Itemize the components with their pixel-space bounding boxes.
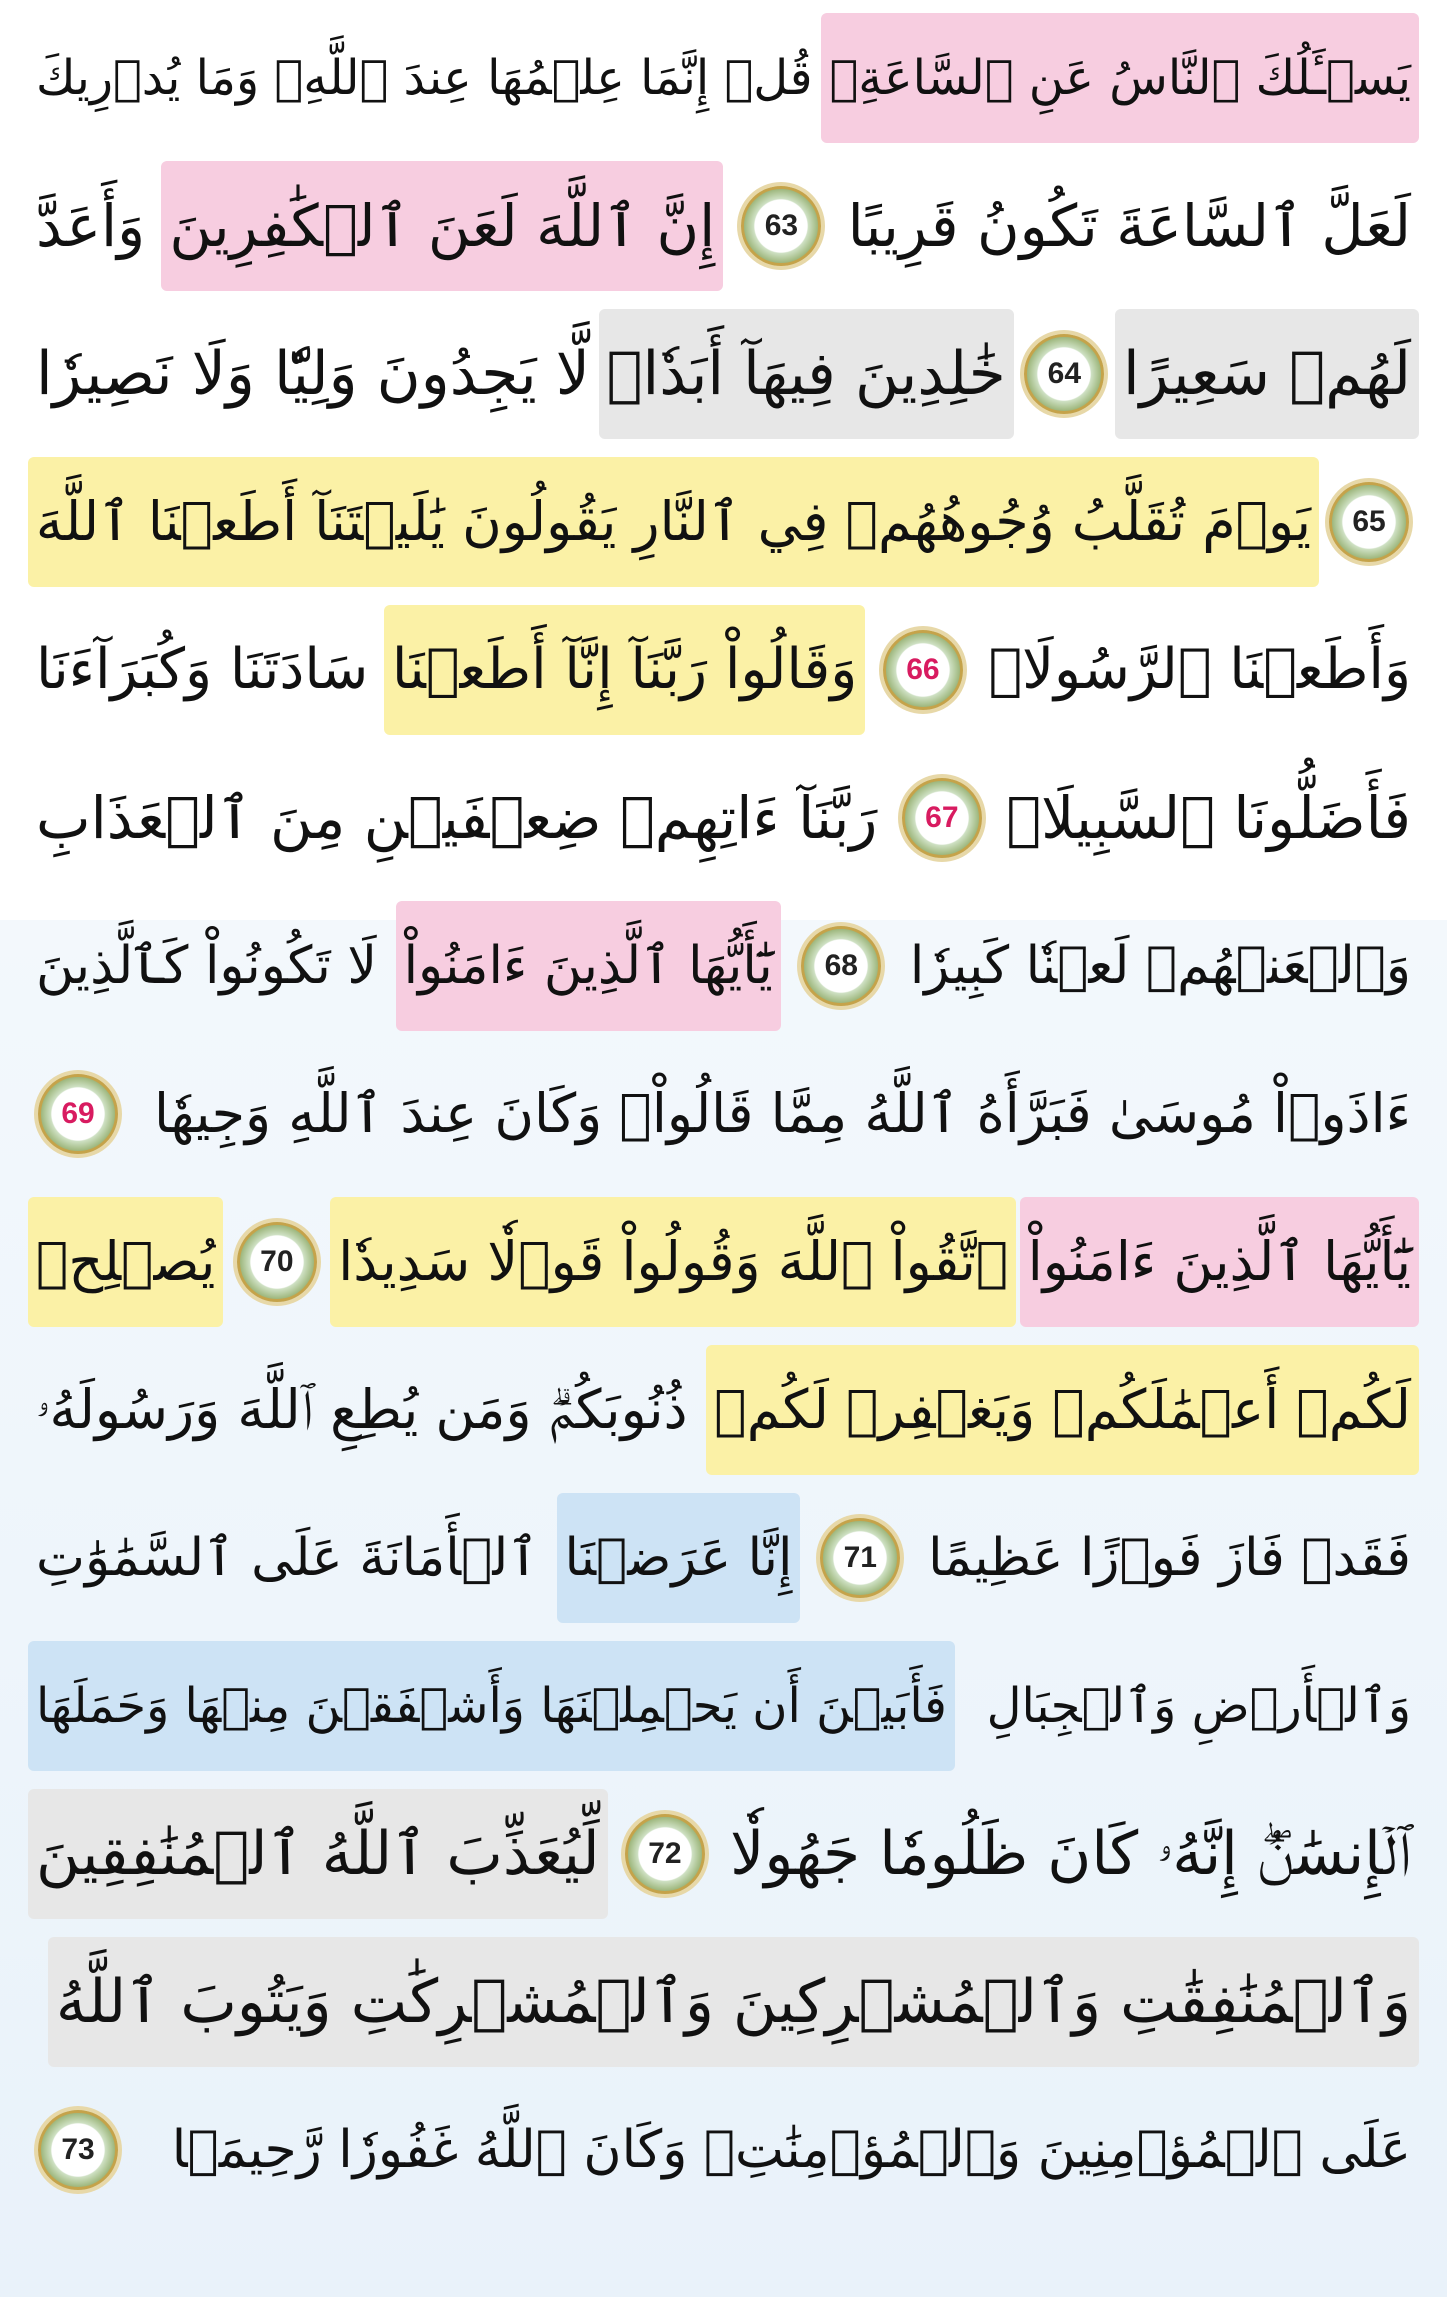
ayah-number: 73 [61,2133,95,2166]
verse-text[interactable]: رَبَّنَآ ءَاتِهِمۡ ضِعۡفَيۡنِ مِنَ ٱلۡعَذَابِ [36,784,878,852]
verse-line [28,1932,1419,2072]
ayah-number: 71 [843,1541,877,1574]
ayah-number-marker[interactable] [820,1518,900,1598]
highlighted-verse-text[interactable]: فَأَبَيۡنَ أَن يَحۡمِلۡنَهَا وَأَشۡفَقۡنَ مِنۡهَا وَحَمَلَهَا [28,1641,955,1771]
verse-line [28,1340,1419,1480]
ayah-number: 70 [260,1245,294,1278]
ayah-number-marker[interactable] [741,186,821,266]
verse-line [28,600,1419,740]
verse-line [28,1636,1419,1776]
verse-line [28,748,1419,888]
verse-text[interactable]: ٱلۡأَمَانَةَ عَلَى ٱلسَّمَٰوَٰتِ [36,1528,539,1588]
highlighted-verse-text[interactable]: يَسۡـَٔلُكَ ٱلنَّاسُ عَنِ ٱلسَّاعَةِۖ [821,13,1419,143]
verse-line [28,452,1419,592]
verse-text[interactable]: ٱلۡإِنسَٰنُۖ إِنَّهُۥ كَانَ ظَلُومٗا جَهُولٗا [730,1819,1411,1889]
highlighted-verse-text[interactable]: يَٰٓأَيُّهَا ٱلَّذِينَ ءَامَنُواْ [396,901,781,1031]
verse-line [28,156,1419,296]
highlighted-verse-text[interactable]: وَٱلۡمُنَٰفِقَٰتِ وَٱلۡمُشۡرِكِينَ وَٱلۡمُشۡرِكَٰتِ وَيَتُوبَ ٱللَّهُ [48,1937,1419,2067]
ayah-number-marker[interactable] [625,1814,705,1894]
verse-line [28,8,1419,148]
verse-text[interactable]: لَّا يَجِدُونَ وَلِيّٗا وَلَا نَصِيرٗا [36,339,590,409]
verse-text[interactable]: وَأَعَدَّ [36,192,146,260]
verse-text[interactable]: فَأَضَلُّونَا ٱلسَّبِيلَا۠ [1006,784,1411,852]
verse-line [28,1192,1419,1332]
ayah-number: 66 [906,653,940,686]
verse-line [28,304,1419,444]
verse-text[interactable]: لَا تَكُونُواْ كَٱلَّذِينَ [36,936,377,996]
verse-text[interactable]: ءَاذَوۡاْ مُوسَىٰ فَبَرَّأَهُ ٱللَّهُ مِمَّا قَالُواْۚ وَكَانَ عِندَ ٱللَّهِ وَجِيهٗا [153,1082,1411,1145]
highlighted-verse-text[interactable]: خَٰلِدِينَ فِيهَآ أَبَدٗاۖ [599,309,1014,439]
ayah-number: 72 [648,1837,682,1870]
highlighted-verse-text[interactable]: إِنَّا عَرَضۡنَا [557,1493,801,1623]
verse-text[interactable]: سَادَتَنَا وَكُبَرَآءَنَا [36,637,369,702]
verse-line [28,1488,1419,1628]
highlighted-verse-text[interactable]: يُصۡلِحۡ [28,1197,223,1327]
highlighted-verse-text[interactable]: لَكُمۡ أَعۡمَٰلَكُمۡ وَيَغۡفِرۡ لَكُمۡ [706,1345,1419,1475]
ayah-number: 65 [1352,505,1386,538]
highlighted-verse-text[interactable]: لَهُمۡ سَعِيرًا [1115,309,1419,439]
highlighted-verse-text[interactable]: ٱتَّقُواْ ٱللَّهَ وَقُولُواْ قَوۡلٗا سَدِيدٗا [330,1197,1016,1327]
ayah-number: 67 [925,801,959,834]
verse-line [28,896,1419,1036]
highlighted-verse-text[interactable]: يَوۡمَ تُقَلَّبُ وُجُوهُهُمۡ فِي ٱلنَّارِ يَقُولُونَ يَٰلَيۡتَنَآ أَطَعۡنَا ٱللَّهَ [28,457,1319,587]
ayah-number-marker[interactable] [1024,334,1104,414]
ayah-number-marker[interactable] [801,926,881,1006]
verse-text[interactable]: وَأَطَعۡنَا ٱلرَّسُولَا۠ [988,637,1411,702]
ayah-number-marker[interactable] [1329,482,1409,562]
ayah-number: 68 [824,949,858,982]
verse-text[interactable]: لَعَلَّ ٱلسَّاعَةَ تَكُونُ قَرِيبًا [847,192,1411,260]
ayah-number-marker[interactable] [883,630,963,710]
ayah-number-marker[interactable] [38,2110,118,2190]
verse-text[interactable]: وَٱلۡعَنۡهُمۡ لَعۡنٗا كَبِيرٗا [909,936,1411,996]
verse-text[interactable]: وَٱلۡأَرۡضِ وَٱلۡجِبَالِ [986,1678,1411,1734]
verse-line [28,1784,1419,1924]
ayah-number-marker[interactable] [237,1222,317,1302]
ayah-number-marker[interactable] [902,778,982,858]
verse-text[interactable]: فَقَدۡ فَازَ فَوۡزًا عَظِيمًا [928,1528,1411,1588]
verse-text[interactable]: عَلَى ٱلۡمُؤۡمِنِينَ وَٱلۡمُؤۡمِنَٰتِۗ وَكَانَ ٱللَّهُ غَفُورٗا رَّحِيمَۢا [171,2120,1411,2180]
ayah-number-marker[interactable] [38,1074,118,1154]
highlighted-verse-text[interactable]: يَٰٓأَيُّهَا ٱلَّذِينَ ءَامَنُواْ [1020,1197,1419,1327]
verse-line [28,2080,1419,2220]
highlighted-verse-text[interactable]: لِّيُعَذِّبَ ٱللَّهُ ٱلۡمُنَٰفِقِينَ [28,1789,608,1919]
highlighted-verse-text[interactable]: وَقَالُواْ رَبَّنَآ إِنَّآ أَطَعۡنَا [384,605,865,735]
verse-line [28,1044,1419,1184]
ayah-number: 63 [764,209,799,242]
ayah-number: 69 [61,1097,95,1130]
ayah-number: 64 [1047,357,1082,390]
verse-text[interactable]: ذُنُوبَكُمۡۗ وَمَن يُطِعِ ٱللَّهَ وَرَسُولَهُۥ [36,1378,688,1441]
highlighted-verse-text[interactable]: إِنَّ ٱللَّهَ لَعَنَ ٱلۡكَٰفِرِينَ [161,161,723,291]
verse-text[interactable]: قُلۡ إِنَّمَا عِلۡمُهَا عِندَ ٱللَّهِۚ وَمَا يُدۡرِيكَ [36,50,813,106]
